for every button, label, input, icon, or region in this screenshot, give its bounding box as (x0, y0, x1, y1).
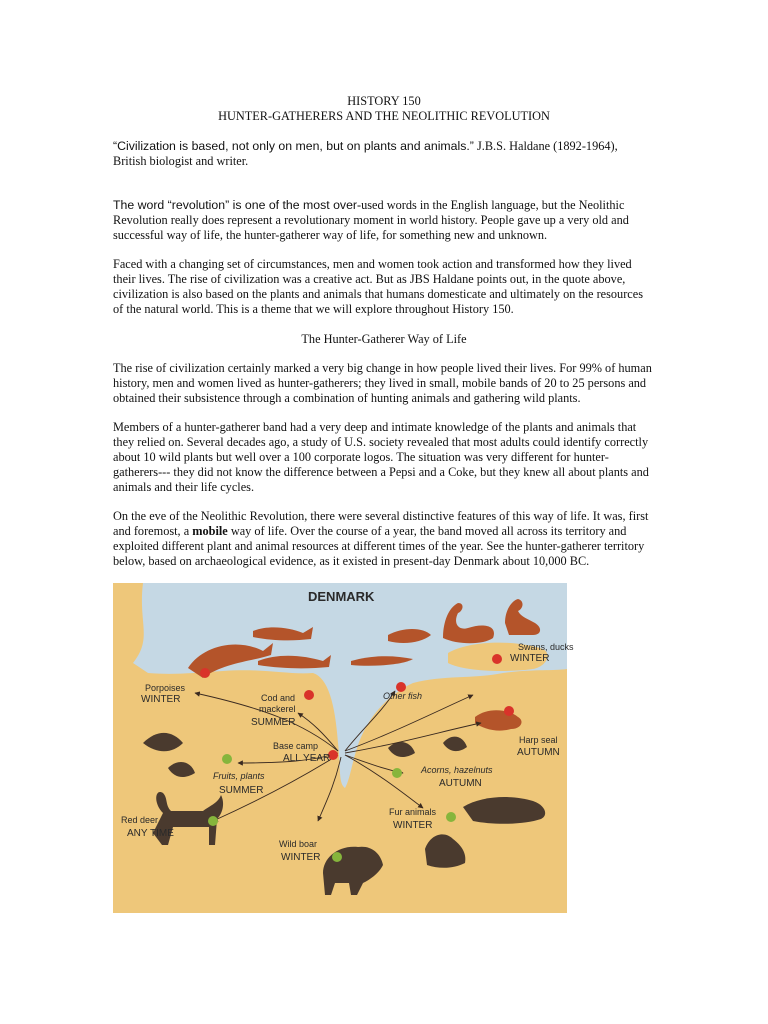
label-fruits-name: Fruits, plants (213, 771, 265, 781)
label-fur-season: WINTER (393, 820, 433, 831)
paragraph-4-text: Members of a hunter-gatherer band had a very deep and intimate knowledge of the plants and animals that they relied on. Several decades ago, a study of U.S. society revealed that most adults could identify correctly about 10 wild plants but well over a 100 corporate logos. The situation was very different for hunter-gatherers--- they did not know the difference between a Pepsi and a Coke, but they knew all about plants and animals and their life cycles. (113, 420, 649, 494)
label-fruits-season: SUMMER (219, 785, 264, 796)
paragraph-5-after: way of life. Over the course of a year, the band moved all across its territory and exploited different plant and animal resources at different times of the year. See the hunter-gatherer territory below, based on archaeological evidence, as it existed in present-day Denmark about 10,000 BC. (113, 524, 645, 568)
map-title: DENMARK (308, 589, 375, 604)
quote-attribution: J.B.S. Haldane (1892-1964), British biologist and writer. (113, 139, 618, 168)
paragraph-5-before: On the eve of the Neolithic Revolution, there were several distinctive features of this way of life. It was, first and foremost, a (113, 509, 649, 538)
red-dot (304, 690, 314, 700)
label-harpseal-season: AUTUMN (517, 747, 560, 758)
denmark-territory-map (113, 583, 574, 913)
label-basecamp-name: Base camp (273, 741, 319, 751)
label-swans-season: WINTER (510, 653, 550, 664)
label-fur-name: Fur animals (389, 807, 437, 817)
course-title: HISTORY 150 (347, 94, 421, 108)
label-boar-name: Wild boar (279, 839, 318, 849)
label-acorns-name: Acorns, hazelnuts (421, 765, 493, 775)
map-svg (113, 583, 574, 913)
green-dot (446, 812, 456, 822)
label-porpoises-season: WINTER (141, 694, 181, 705)
paragraph-5 (113, 509, 653, 569)
quote-paragraph (113, 139, 653, 169)
green-dot (208, 816, 218, 826)
red-dot (492, 654, 502, 664)
green-dot (332, 852, 342, 862)
label-reddeer-season: ANY TIME (127, 828, 174, 839)
label-otherfish: Other fish (383, 691, 423, 701)
paragraph-5-bold: mobile (192, 524, 228, 538)
green-dot (222, 754, 232, 764)
paragraph-2: Faced with a changing set of circumstances, men and women took action and transformed how they lived their lives. The rise of civilization was a creative act. But as JBS Haldane points out, in the quote above, civilization is also based on the plants and animals that humans domesticate and ultimately on the resources of the natural world. This is a theme that we will explore throughout History 150. (113, 257, 643, 316)
green-dot (392, 768, 402, 778)
quote-text: “Civilization is based, not only on men, but on plants and animals.” (113, 139, 474, 153)
intro-rest: -used words in the English language, but the Neolithic Revolution really does represent a revolutionary moment in world history. People gave up a very old and successful way of life, the hunter-gatherer way of life, for something new and unknown. (113, 198, 629, 242)
label-cod-season: SUMMER (251, 717, 296, 728)
intro-paragraph (113, 198, 653, 243)
label-reddeer-name: Red deer (121, 815, 159, 825)
label-harpseal-name: Harp seal (519, 735, 558, 745)
label-basecamp-season: ALL YEAR (283, 753, 331, 764)
label-acorns-season: AUTUMN (439, 778, 482, 789)
red-dot (200, 668, 210, 678)
label-boar-season: WINTER (281, 852, 321, 863)
document-title: HUNTER-GATHERERS AND THE NEOLITHIC REVOLUTION (218, 109, 550, 123)
label-swans-name: Swans, ducks (518, 642, 574, 652)
label-porpoises-name: Porpoises (145, 683, 186, 693)
paragraph-3: The rise of civilization certainly marked a very big change in how people lived their lives. For 99% of human history, men and women lived as hunter-gatherers; they lived in small, mobile bands of 20 to 25 persons and obtained their subsistence through a combination of hunting animals and gathering wild plants. (113, 361, 652, 405)
section-heading: The Hunter-Gatherer Way of Life (301, 332, 467, 346)
paragraph-4 (113, 420, 653, 495)
red-dot (504, 706, 514, 716)
label-cod-name-1: Cod and (261, 693, 296, 703)
label-cod-name-2: mackerel (259, 704, 296, 714)
intro-lead: The word “revolution” is one of the most over (113, 198, 357, 212)
